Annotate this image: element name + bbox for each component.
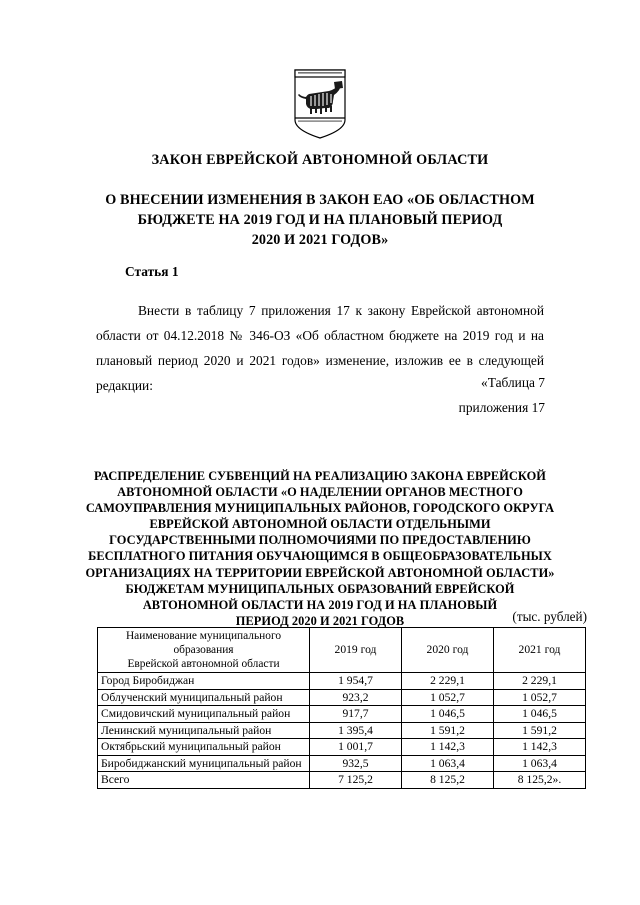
- table-body: [98, 673, 586, 789]
- row-value-2021: 8 125,2».: [494, 772, 586, 789]
- row-value-2019: 7 125,2: [310, 772, 402, 789]
- act-title-line: БЮДЖЕТЕ НА 2019 ГОД И НА ПЛАНОВЫЙ ПЕРИОД: [137, 212, 503, 228]
- row-value-2020: 1 142,3: [402, 739, 494, 756]
- row-value-2021: 1 063,4: [494, 755, 586, 772]
- table-reference-line: приложения 17: [458, 400, 545, 415]
- distribution-heading-line: БЕСПЛАТНОГО ПИТАНИЯ ОБУЧАЮЩИМСЯ В ОБЩЕОБРАЗОВАТЕЛЬНЫХ: [88, 549, 552, 564]
- act-title-line: 2020 И 2021 ГОДОВ»: [251, 232, 389, 248]
- distribution-heading-line: ОРГАНИЗАЦИЯХ НА ТЕРРИТОРИИ ЕВРЕЙСКОЙ АВТОНОМНОЙ ОБЛАСТИ»: [85, 565, 555, 580]
- act-title-line: О ВНЕСЕНИИ ИЗМЕНЕНИЯ В ЗАКОН ЕАО «ОБ ОБЛАСТНОМ: [105, 192, 535, 208]
- act-title: [80, 190, 560, 250]
- row-value-2021: 2 229,1: [494, 673, 586, 690]
- units-note: (тыс. рублей): [512, 609, 587, 624]
- table-header: [98, 628, 586, 673]
- column-header-name-line: Еврейской автономной области: [127, 658, 280, 670]
- distribution-heading-line: БЮДЖЕТАМ МУНИЦИПАЛЬНЫХ ОБРАЗОВАНИЙ ЕВРЕЙСКОЙ: [125, 581, 515, 596]
- row-value-2019: 1 954,7: [310, 673, 402, 690]
- table-row: [98, 689, 586, 706]
- row-value-2019: 1 395,4: [310, 722, 402, 739]
- column-header-2020: 2020 год: [402, 628, 494, 673]
- distribution-heading-line: АВТОНОМНОЙ ОБЛАСТИ «О НАДЕЛЕНИИ ОРГАНОВ МЕСТНОГО: [117, 485, 523, 500]
- subvention-distribution-table: [97, 627, 586, 789]
- row-name: Облученский муниципальный район: [98, 689, 310, 706]
- distribution-heading-line: ЕВРЕЙСКОЙ АВТОНОМНОЙ ОБЛАСТИ ОТДЕЛЬНЫМИ: [149, 517, 491, 532]
- body-paragraph: Внести в таблицу 7 приложения 17 к закону Еврейской автономной области от 04.12.2018 № 346-ОЗ «Об областном бюджете на 2019 год и на плановый период 2020 и 2021 годов» изменение, изложив ее в следующей редакции:: [96, 303, 544, 393]
- row-value-2019: 932,5: [310, 755, 402, 772]
- row-value-2020: 1 063,4: [402, 755, 494, 772]
- column-header-name-line: Наименование муниципального образования: [125, 630, 282, 656]
- table-row: [98, 673, 586, 690]
- table-row-total: [98, 772, 586, 789]
- table-reference-line: «Таблица 7: [481, 375, 545, 390]
- row-name: Биробиджанский муниципальный район: [98, 755, 310, 772]
- row-value-2020: 1 591,2: [402, 722, 494, 739]
- table-row: [98, 739, 586, 756]
- distribution-heading-line: САМОУПРАВЛЕНИЯ МУНИЦИПАЛЬНЫХ РАЙОНОВ, ГОРОДСКОГО ОКРУГА: [85, 501, 555, 516]
- table-row: [98, 706, 586, 723]
- row-name: Октябрьский муниципальный район: [98, 739, 310, 756]
- row-value-2019: 1 001,7: [310, 739, 402, 756]
- row-value-2021: 1 046,5: [494, 706, 586, 723]
- law-title: ЗАКОН ЕВРЕЙСКОЙ АВТОНОМНОЙ ОБЛАСТИ: [151, 152, 489, 168]
- coat-of-arms-icon: [289, 68, 351, 140]
- table-row: [98, 755, 586, 772]
- emblem-container: [0, 68, 640, 140]
- distribution-heading-line: ГОСУДАРСТВЕННЫМИ ПОЛНОМОЧИЯМИ ПО ПРЕДОСТАВЛЕНИЮ: [109, 533, 531, 548]
- table-header-row: [98, 628, 586, 673]
- row-name: Город Биробиджан: [98, 673, 310, 690]
- distribution-heading-line: РАСПРЕДЕЛЕНИЕ СУБВЕНЦИЙ НА РЕАЛИЗАЦИЮ ЗАКОНА ЕВРЕЙСКОЙ: [94, 469, 546, 483]
- row-value-2019: 917,7: [310, 706, 402, 723]
- row-value-2019: 923,2: [310, 689, 402, 706]
- column-header-name: [98, 628, 310, 673]
- row-name: Всего: [98, 772, 310, 789]
- row-value-2021: 1 591,2: [494, 722, 586, 739]
- row-name: Ленинский муниципальный район: [98, 722, 310, 739]
- row-value-2021: 1 142,3: [494, 739, 586, 756]
- distribution-heading-line: АВТОНОМНОЙ ОБЛАСТИ НА 2019 ГОД И НА ПЛАНОВЫЙ: [142, 597, 498, 612]
- row-value-2020: 1 052,7: [402, 689, 494, 706]
- row-value-2020: 1 046,5: [402, 706, 494, 723]
- column-header-2019: 2019 год: [310, 628, 402, 673]
- table-reference: [0, 370, 545, 420]
- row-name: Смидовичский муниципальный район: [98, 706, 310, 723]
- column-header-2021: 2021 год: [494, 628, 586, 673]
- row-value-2021: 1 052,7: [494, 689, 586, 706]
- row-value-2020: 2 229,1: [402, 673, 494, 690]
- row-value-2020: 8 125,2: [402, 772, 494, 789]
- distribution-heading-line: ПЕРИОД 2020 И 2021 ГОДОВ: [235, 613, 405, 628]
- article-heading: Статья 1: [125, 264, 179, 279]
- distribution-heading: [62, 468, 578, 629]
- table-row: [98, 722, 586, 739]
